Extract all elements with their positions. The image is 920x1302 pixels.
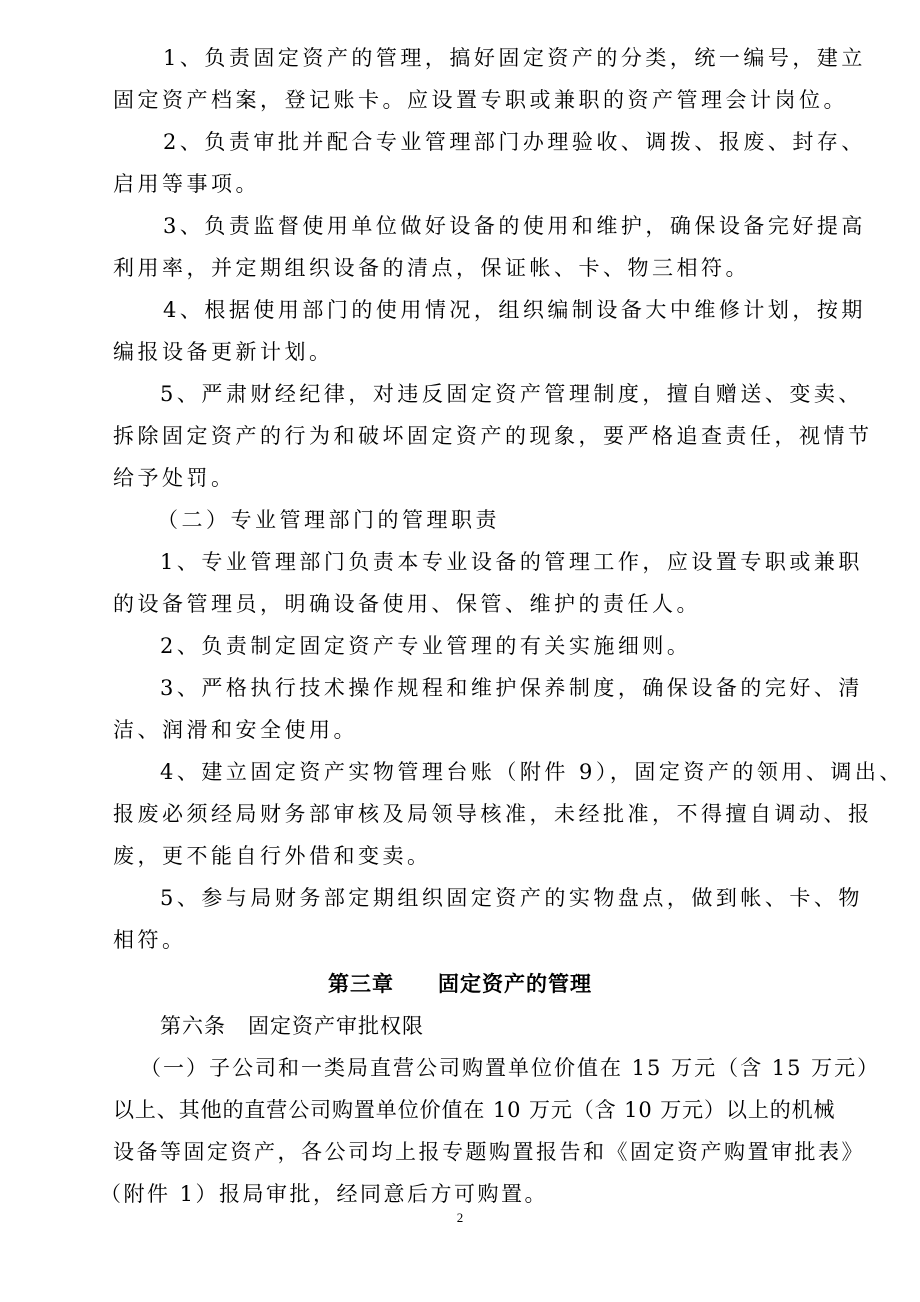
text-line: 3、严格执行技术操作规程和维护保养制度，确保设备的完好、清: [160, 676, 863, 700]
text-line: 5、严肃财经纪律，对违反固定资产管理制度，擅自赠送、变卖、: [160, 382, 863, 406]
text-line: 启用等事项。: [113, 172, 260, 196]
chapter-heading: 第三章 固定资产的管理: [328, 972, 592, 996]
section-heading: （二）专业管理部门的管理职责: [157, 508, 500, 532]
text-line: 3、负责监督使用单位做好设备的使用和维护，确保设备完好提高: [163, 214, 866, 238]
text-line: 设备等固定资产，各公司均上报专题购置报告和《固定资产购置审批表》: [113, 1140, 865, 1164]
text-line: 编报设备更新计划。: [113, 340, 334, 364]
text-line: 4、建立固定资产实物管理台账（附件 9），固定资产的领用、调出、: [160, 760, 904, 784]
text-line: 2、负责审批并配合专业管理部门办理验收、调拨、报废、封存、: [163, 130, 866, 154]
text-line: 废，更不能自行外借和变卖。: [113, 844, 432, 868]
text-line: 固定资产档案，登记账卡。应设置专职或兼职的资产管理会计岗位。: [113, 88, 848, 112]
text-line: 5、参与局财务部定期组织固定资产的实物盘点，做到帐、卡、物: [160, 886, 863, 910]
text-line: 拆除固定资产的行为和破坏固定资产的现象，要严格追查责任，视情节: [113, 424, 873, 448]
text-line: 报废必须经局财务部审核及局领导核准，未经批准，不得擅自调动、报: [113, 802, 873, 826]
text-line: 4、根据使用部门的使用情况，组织编制设备大中维修计划，按期: [163, 298, 866, 322]
text-line: 利用率，并定期组织设备的清点，保证帐、卡、物三相符。: [113, 256, 750, 280]
text-line: 洁、润滑和安全使用。: [113, 718, 358, 742]
text-line: 相符。: [113, 928, 187, 952]
text-line: （一）子公司和一类局直营公司购置单位价值在 15 万元（含 15 万元）: [140, 1056, 881, 1080]
text-line: 2、负责制定固定资产专业管理的有关实施细则。: [160, 634, 692, 658]
text-line: 1、专业管理部门负责本专业设备的管理工作，应设置专职或兼职: [160, 550, 863, 574]
text-line: 给予处罚。: [113, 466, 236, 490]
text-line: 以上、其他的直营公司购置单位价值在 10 万元（含 10 万元）以上的机械: [113, 1098, 836, 1122]
text-line: 的设备管理员，明确设备使用、保管、维护的责任人。: [113, 592, 701, 616]
page-number: 2: [456, 1210, 464, 1225]
article-heading: 第六条 固定资产审批权限: [160, 1014, 424, 1038]
text-line: 1、负责固定资产的管理，搞好固定资产的分类，统一编号，建立: [163, 46, 866, 70]
text-line: （附件 1）报局审批，经同意后方可购置。: [100, 1182, 549, 1206]
